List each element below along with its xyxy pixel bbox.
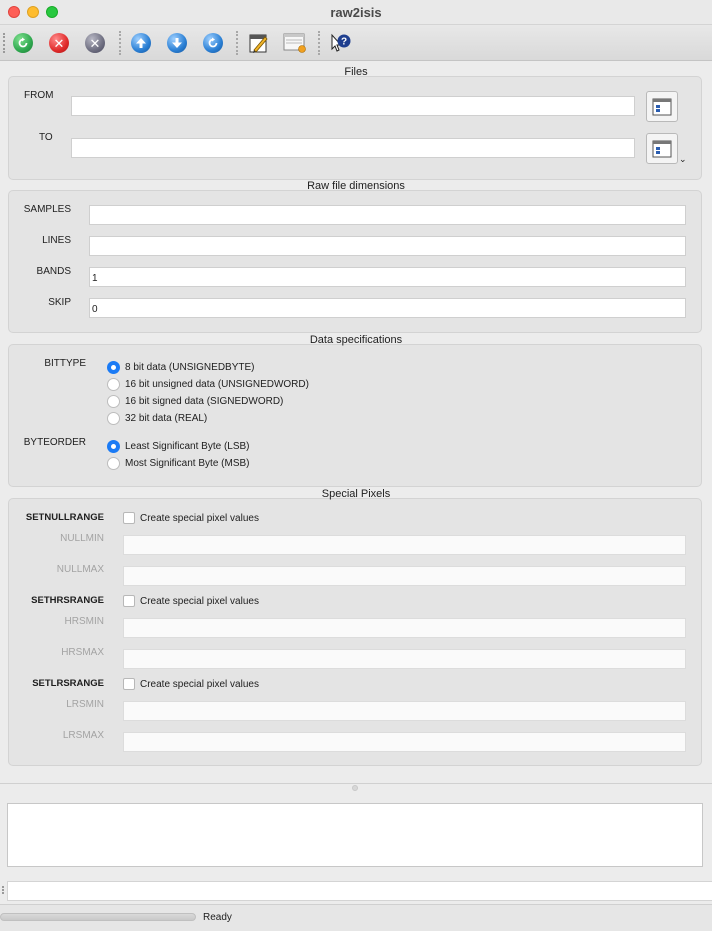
hrsmin-input[interactable] [123,618,686,638]
skip-input[interactable] [89,298,686,318]
sethrsrange-check-label[interactable]: Create special pixel values [140,596,259,607]
byteorder-label: BYTEORDER [23,437,86,448]
file-browse-icon [652,139,672,159]
arrow-down-icon [167,33,187,53]
window-icon [283,32,307,54]
to-browse-button[interactable] [646,133,678,164]
samples-input[interactable] [89,205,686,225]
to-label: TO [39,132,53,143]
bands-input[interactable] [89,267,686,287]
command-line-input[interactable] [7,881,712,901]
hrsmax-label: HRSMAX [61,647,104,658]
files-group [8,76,702,180]
sethrsrange-label: SETHRSRANGE [31,595,104,606]
dimensions-group-title: Raw file dimensions [307,180,405,192]
special-pixels-group-title: Special Pixels [321,488,391,500]
session-log-button[interactable] [282,31,308,55]
bittype-label: BITTYPE [44,358,86,369]
bittype-radio-16bit-unsigned[interactable] [107,378,120,391]
bittype-radio-8bit[interactable] [107,361,120,374]
from-input[interactable] [71,96,635,116]
bittype-radio-16bit-signed[interactable] [107,395,120,408]
specs-group-title: Data specifications [309,334,403,346]
chevron-down-icon[interactable]: ⌄ [679,154,687,164]
bittype-option-label[interactable]: 8 bit data (UNSIGNEDBYTE) [125,362,255,373]
toolbar-grip[interactable] [3,33,5,53]
reset-icon [203,33,223,53]
nullmax-label: NULLMAX [56,564,104,575]
run-icon [13,33,33,53]
nullmin-label: NULLMIN [60,533,104,544]
run-button[interactable] [10,31,36,55]
reset-button[interactable] [200,31,226,55]
window-title: raw2isis [330,5,382,20]
lrsmax-label: LRSMAX [62,730,104,741]
edit-preferences-button[interactable] [246,31,272,55]
splitter-handle[interactable] [352,785,358,791]
bands-label: BANDS [36,266,71,277]
byteorder-option-label[interactable]: Least Significant Byte (LSB) [125,441,250,452]
splitter [0,783,712,784]
hrsmax-input[interactable] [123,649,686,669]
nullmax-input[interactable] [123,566,686,586]
bittype-option-label[interactable]: 16 bit signed data (SIGNEDWORD) [125,396,284,407]
samples-label: SAMPLES [23,204,71,215]
files-group-title: Files [344,66,368,78]
progress-bar [0,913,196,921]
previous-history-button[interactable] [128,31,154,55]
hrsmin-label: HRSMIN [64,616,104,627]
setlrsrange-label: SETLRSRANGE [32,678,104,689]
from-browse-button[interactable] [646,91,678,122]
sethrsrange-checkbox[interactable] [123,595,135,607]
exit-icon: ✕ [85,33,105,53]
log-area[interactable] [7,803,703,867]
bittype-option-label[interactable]: 16 bit unsigned data (UNSIGNEDWORD) [125,379,309,390]
status-text: Ready [203,912,232,923]
to-input[interactable] [71,138,635,158]
stop-icon: ✕ [49,33,69,53]
byteorder-option-label[interactable]: Most Significant Byte (MSB) [125,458,250,469]
lrsmin-label: LRSMIN [66,699,104,710]
svg-text:?: ? [340,36,348,48]
byteorder-radio-lsb[interactable] [107,440,120,453]
skip-label: SKIP [48,297,71,308]
bittype-option-label[interactable]: 32 bit data (REAL) [125,413,208,424]
file-browse-icon [652,97,672,117]
toolbar-separator [236,31,238,55]
stop-button[interactable] [46,31,72,55]
toolbar-separator [119,31,121,55]
whats-this-button[interactable] [327,31,353,55]
lrsmin-input[interactable] [123,701,686,721]
setnullrange-checkbox[interactable] [123,512,135,524]
toolbar-separator [318,31,320,55]
bittype-radio-32bit[interactable] [107,412,120,425]
setnullrange-check-label[interactable]: Create special pixel values [140,513,259,524]
setlrsrange-checkbox[interactable] [123,678,135,690]
lines-label: LINES [42,235,71,246]
command-line-grip[interactable] [2,886,4,894]
from-label: FROM [24,90,54,101]
edit-icon [248,32,270,54]
exit-button[interactable] [82,31,108,55]
lines-input[interactable] [89,236,686,256]
setnullrange-label: SETNULLRANGE [25,512,104,523]
help-icon [329,32,351,54]
nullmin-input[interactable] [123,535,686,555]
setlrsrange-check-label[interactable]: Create special pixel values [140,679,259,690]
arrow-up-icon [131,33,151,53]
byteorder-radio-msb[interactable] [107,457,120,470]
lrsmax-input[interactable] [123,732,686,752]
next-history-button[interactable] [164,31,190,55]
